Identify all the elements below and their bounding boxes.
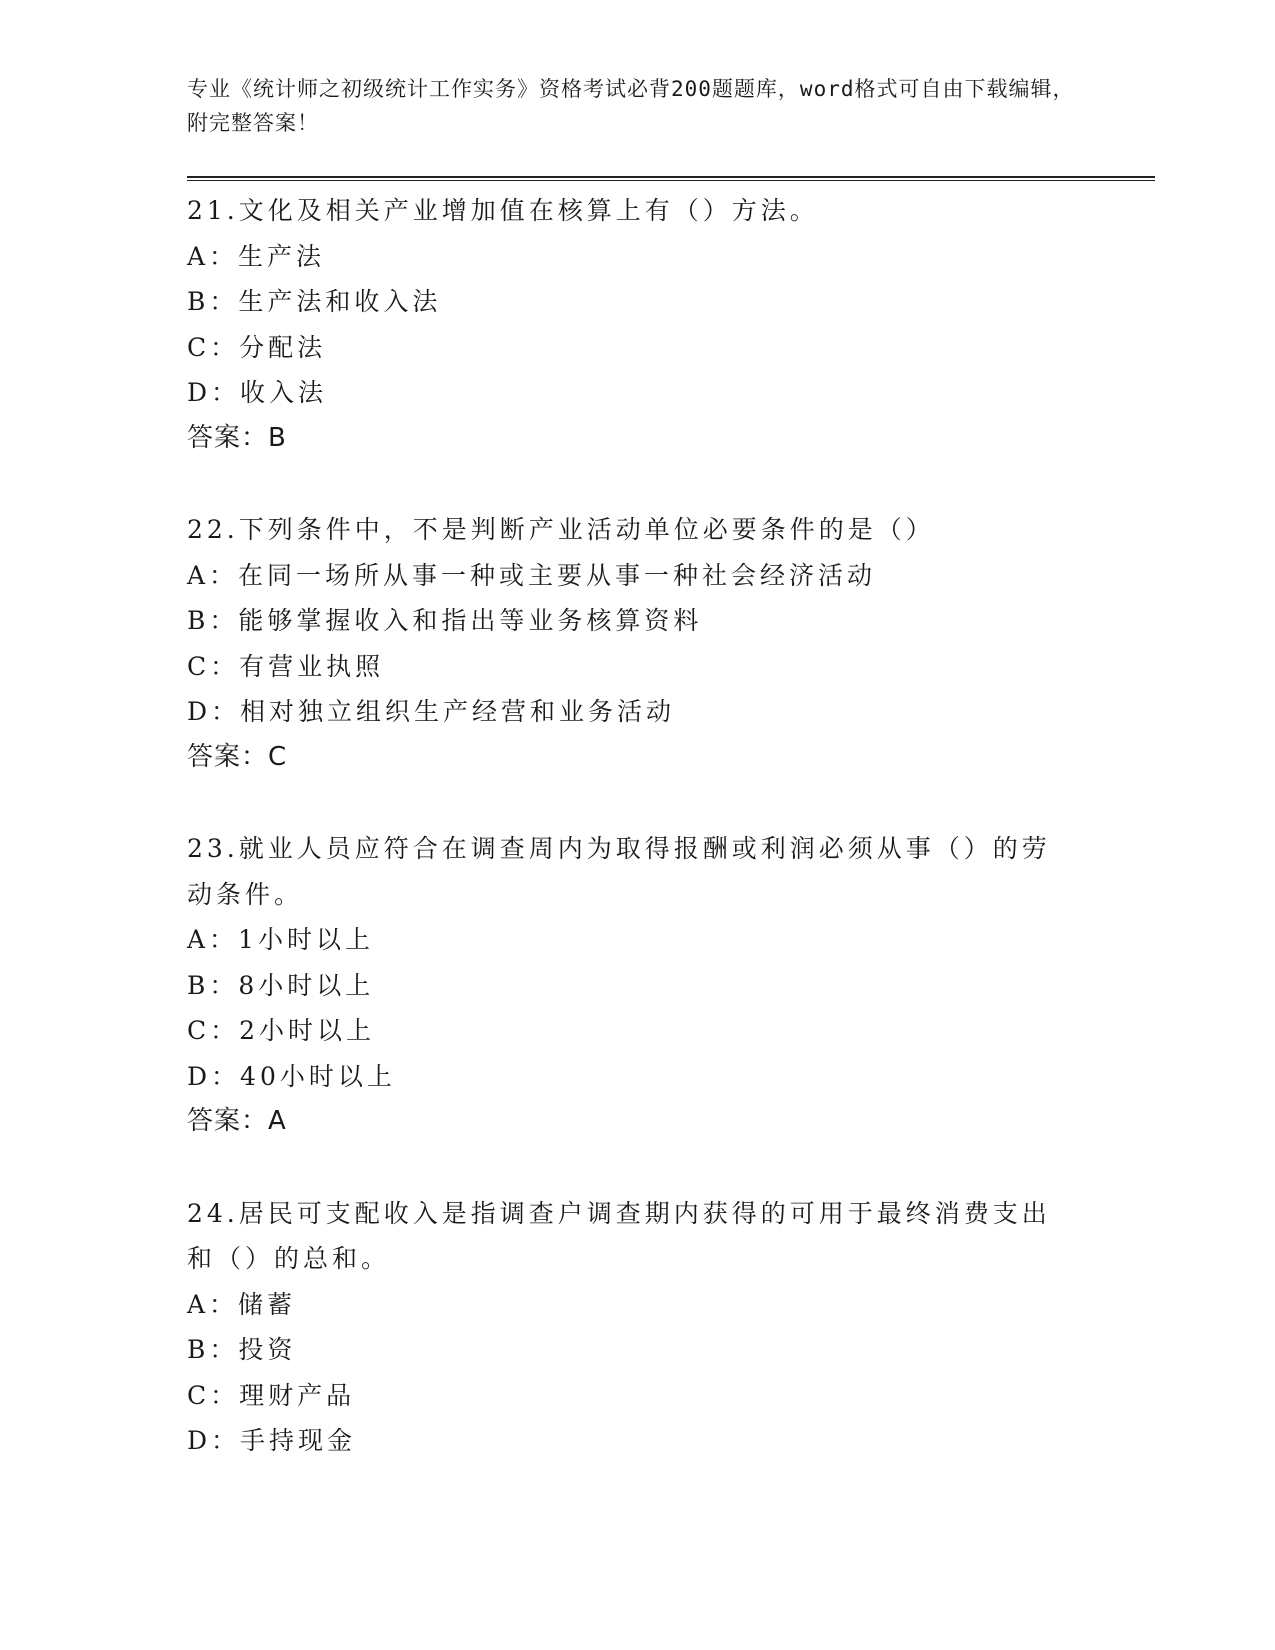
answer-label: 答案：B (187, 422, 287, 453)
question-23 (187, 826, 1087, 1145)
question-list (187, 188, 1087, 1510)
option-b: B：生产法和收入法 (187, 287, 442, 316)
header-divider (187, 176, 1155, 181)
question-24 (187, 1191, 1087, 1464)
question-stem: 23.就业人员应符合在调查周内为取得报酬或利润必须从事（）的劳动条件。 (187, 834, 1051, 909)
question-stem: 24.居民可支配收入是指调查户调查期内获得的可用于最终消费支出和（）的总和。 (187, 1198, 1051, 1273)
answer-label: 答案：A (187, 1106, 287, 1136)
option-a: A：生产法 (187, 241, 326, 271)
option-b: B：能够掌握收入和指出等业务核算资料 (187, 606, 703, 635)
option-b: B：投资 (187, 1335, 297, 1364)
option-b: B：8小时以上 (187, 970, 375, 1000)
question-21 (187, 188, 1087, 461)
option-a: A：储蓄 (187, 1289, 297, 1319)
question-stem: 22.下列条件中，不是判断产业活动单位必要条件的是（） (187, 515, 935, 544)
option-a: A：在同一场所从事一种或主要从事一种社会经济活动 (187, 560, 877, 590)
option-c: C：理财产品 (187, 1380, 356, 1410)
option-d: D：40小时以上 (187, 1061, 396, 1091)
option-c: C：2小时以上 (187, 1016, 376, 1045)
document-header: 专业《统计师之初级统计工作实务》资格考试必背200题题库，word格式可自由下载编辑，附完整答案！ (187, 77, 1075, 135)
option-d: D：手持现金 (187, 1426, 357, 1455)
option-d: D：收入法 (187, 378, 328, 407)
answer-label: 答案：C (187, 741, 288, 772)
option-a: A：1小时以上 (187, 925, 374, 954)
question-22 (187, 507, 1087, 780)
option-d: D：相对独立组织生产经营和业务活动 (187, 697, 676, 726)
option-c: C：分配法 (187, 332, 327, 362)
option-c: C：有营业执照 (187, 651, 385, 681)
question-stem: 21.文化及相关产业增加值在核算上有（）方法。 (187, 196, 819, 225)
